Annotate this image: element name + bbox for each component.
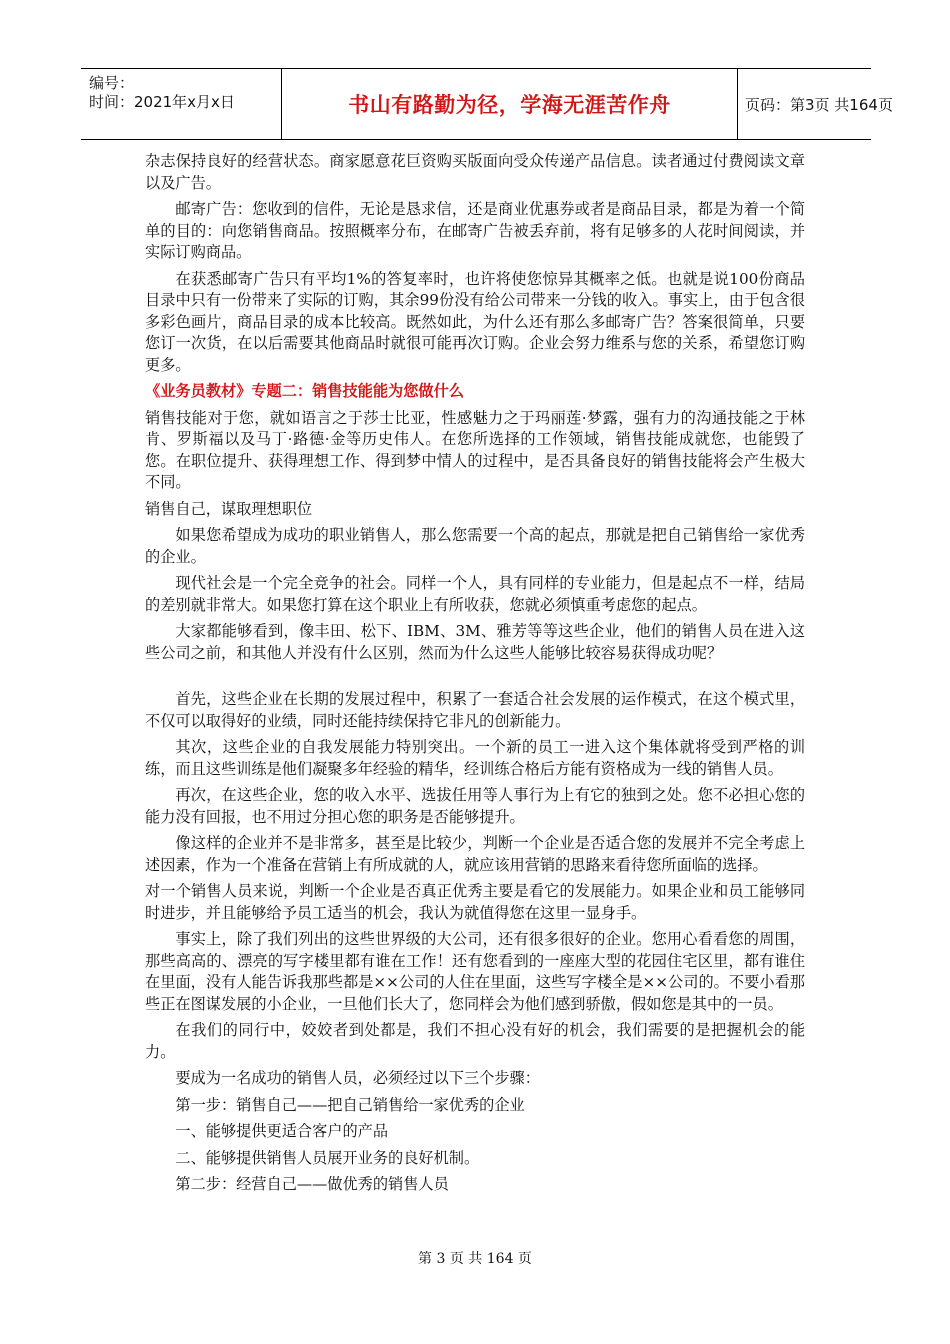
list-item: 二、能够提供销售人员展开业务的良好机制。 [175, 1148, 480, 1167]
subheading: 销售自己，谋取理想职位 [145, 499, 313, 518]
paragraph: 邮寄广告：您收到的信件，无论是恳求信，还是商业优惠券或者是商品目录，都是为着一个简单的目的：向您销售商品。按照概率分布，在邮寄广告被丢弃前，将有足够多的人花时间阅读，并实际订购商品。 [145, 200, 805, 261]
section-heading: 《业务员教材》专题二：销售技能能为您做什么 [145, 382, 464, 400]
paragraph: 对一个销售人员来说，判断一个企业是否真正优秀主要是看它的发展能力。如果企业和员工能够同时进步，并且能够给予员工适当的机会，我认为就值得您在这里一显身手。 [145, 882, 805, 922]
paragraph: 销售技能对于您，就如语言之于莎士比亚，性感魅力之于玛丽莲·梦露，强有力的沟通技能之于林肯、罗斯福以及马丁·路德·金等历史伟人。在您所选择的工作领域，销售技能成就您，也能毁了您。在职位提升、获得理想工作、得到梦中情人的过程中，是否具备良好的销售技能将会产生极大不同。 [145, 408, 805, 491]
list-item: 第二步：经营自己——做优秀的销售人员 [175, 1175, 449, 1193]
document-number-label: 编号： [89, 74, 135, 92]
paragraph: 其次，这些企业的自我发展能力特别突出。一个新的员工一进入这个集体就将受到严格的训练，而且这些训练是他们凝聚多年经验的精华，经训练合格后方能有资格成为一线的销售人员。 [145, 738, 805, 778]
page-footer: 第 3 页 共 164 页 [418, 1251, 532, 1267]
paragraph: 事实上，除了我们列出的这些世界级的大公司，还有很多很好的企业。您用心看看您的周围，那些高高的、漂亮的写字楼里都有谁在工作！还有您看到的一座座大型的花园住宅区里，都有谁住在里面，没有人能告诉我那些都是××公司的人住在里面，这些写字楼全是××公司的。不要小看那些正在图谋发展的小企业，一旦他们长大了，您同样会为他们感到骄傲，假如您是其中的一员。 [145, 930, 805, 1013]
page-header [81, 68, 893, 140]
paragraph: 杂志保持良好的经营状态。商家愿意花巨资购买版面向受众传递产品信息。读者通过付费阅读文章以及广告。 [145, 152, 805, 192]
paragraph: 首先，这些企业在长期的发展过程中，积累了一套适合社会发展的运作模式，在这个模式里，不仅可以取得好的业绩，同时还能持续保持它非凡的创新能力。 [145, 690, 805, 730]
paragraph: 再次，在这些企业，您的收入水平、选拔任用等人事行为上有它的独到之处。您不必担心您的能力没有回报，也不用过分担心您的职务是否能够提升。 [145, 786, 805, 826]
document-body [145, 151, 805, 1201]
document-date: 时间：2021年x月x日 [89, 93, 235, 111]
list-item: 第一步：销售自己——把自己销售给一家优秀的企业 [175, 1095, 525, 1114]
paragraph: 像这样的企业并不是非常多，甚至是比较少，判断一个企业是否适合您的发展并不完全考虑上述因素，作为一个准备在营销上有所成就的人，就应该用营销的思路来看待您所面临的选择。 [145, 834, 805, 874]
paragraph: 现代社会是一个完全竞争的社会。同样一个人，具有同样的专业能力，但是起点不一样，结局的差别就非常大。如果您打算在这个职业上有所收获，您就必须慎重考虑您的起点。 [145, 574, 805, 614]
paragraph: 要成为一名成功的销售人员，必须经过以下三个步骤： [175, 1069, 540, 1087]
list-item: 一、能够提供更适合客户的产品 [175, 1122, 389, 1140]
header-meta-cell [81, 69, 281, 139]
paragraph: 在我们的同行中，姣姣者到处都是，我们不担心没有好的机会，我们需要的是把握机会的能力。 [145, 1021, 805, 1061]
paragraph-gap [145, 669, 805, 689]
header-motto-cell [281, 69, 738, 139]
header-page-code: 页码：第3页 共164页 [745, 95, 893, 114]
paragraph: 在获悉邮寄广告只有平均1%的答复率时，也许将使您惊异其概率之低。也就是说100份商品目录中只有一份带来了实际的订购，其余99份没有给公司带来一分钱的收入。事实上，由于包含很多彩色画片，商品目录的成本比较高。既然如此，为什么还有那么多邮寄广告？答案很简单，只要您订一次货，在以后需要其他商品时就很可能再次订购。企业会努力维系与您的关系，希望您订购更多。 [145, 269, 805, 374]
header-motto: 书山有路勤为径，学海无涯苦作舟 [348, 93, 671, 117]
paragraph: 大家都能够看到，像丰田、松下、IBM、3M、雅芳等等这些企业，他们的销售人员在进入这些公司之前，和其他人并没有什么区别，然而为什么这些人能够比较容易获得成功呢？ [145, 622, 805, 662]
header-page-cell [737, 69, 893, 139]
paragraph: 如果您希望成为成功的职业销售人，那么您需要一个高的起点，那就是把自己销售给一家优秀的企业。 [145, 526, 805, 566]
